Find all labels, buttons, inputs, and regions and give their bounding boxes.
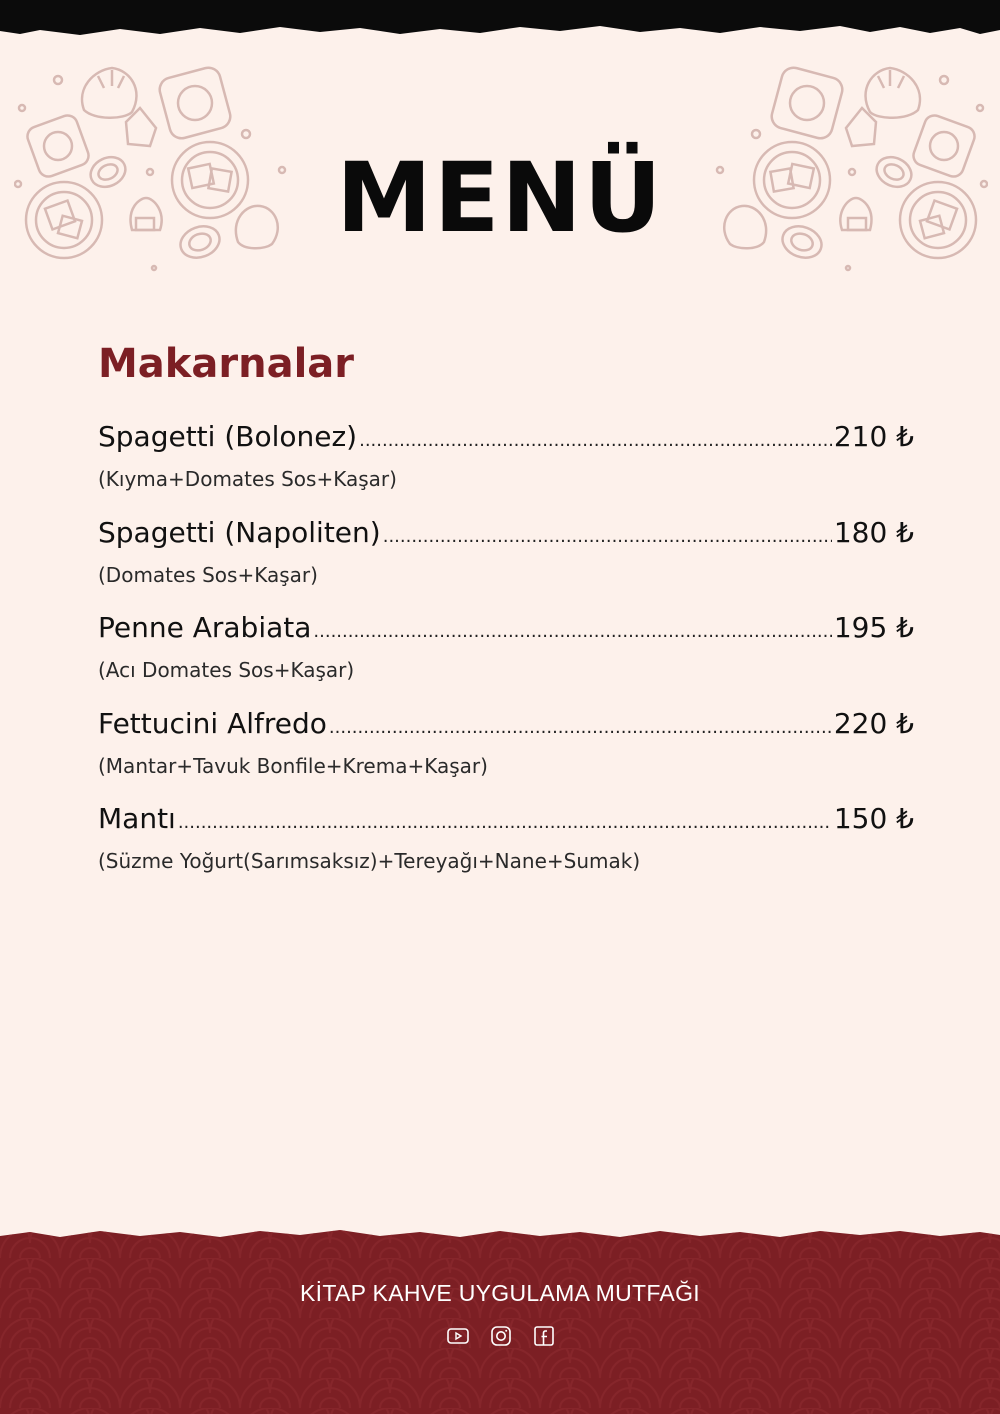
dot-leader xyxy=(313,613,831,651)
menu-item xyxy=(98,609,914,705)
item-name: Penne Arabiata xyxy=(98,611,312,644)
item-name: Mantı xyxy=(98,802,176,835)
dot-leader xyxy=(329,709,832,747)
top-brush-border xyxy=(0,0,1000,48)
dot-leader xyxy=(383,518,832,556)
menu-item xyxy=(98,800,914,896)
dot-leader xyxy=(359,422,832,460)
item-price: 195 ₺ xyxy=(833,611,914,644)
youtube-icon[interactable] xyxy=(446,1324,470,1348)
item-description: (Mantar+Tavuk Bonfile+Krema+Kaşar) xyxy=(98,753,488,778)
social-icons xyxy=(446,1324,556,1348)
facebook-icon[interactable] xyxy=(532,1324,556,1348)
item-description: (Kıyma+Domates Sos+Kaşar) xyxy=(98,467,397,491)
item-price: 150 ₺ xyxy=(833,802,914,835)
menu-item xyxy=(98,705,914,801)
item-description: (Süzme Yoğurt(Sarımsaksız)+Tereyağı+Nane+Sumak) xyxy=(98,849,641,873)
item-price: 210 ₺ xyxy=(833,420,914,453)
item-description: (Acı Domates Sos+Kaşar) xyxy=(98,658,355,682)
item-name: Spagetti (Bolonez) xyxy=(98,420,358,453)
item-price: 220 ₺ xyxy=(833,706,914,740)
item-price: 180 ₺ xyxy=(833,515,914,549)
item-description: (Domates Sos+Kaşar) xyxy=(98,562,318,587)
item-name: Fettucini Alfredo xyxy=(98,706,327,740)
menu-item xyxy=(98,418,914,514)
menu-item xyxy=(98,514,914,610)
item-name: Spagetti (Napoliten) xyxy=(98,515,381,549)
section-title: Makarnalar xyxy=(98,341,355,387)
menu-list xyxy=(98,418,914,896)
instagram-icon[interactable] xyxy=(489,1324,513,1348)
menu-title: MENÜ xyxy=(336,142,664,254)
footer-title: KİTAP KAHVE UYGULAMA MUTFAĞI xyxy=(300,1280,700,1306)
footer-band xyxy=(0,1228,1000,1414)
dot-leader xyxy=(178,804,832,842)
